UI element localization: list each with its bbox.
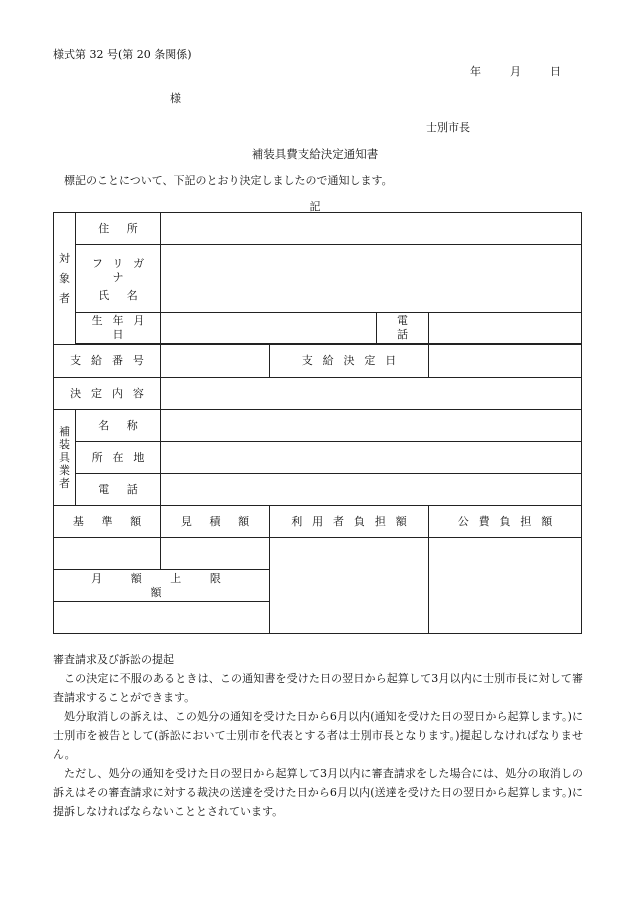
decision-content-label: 決定内容	[54, 378, 161, 410]
address-label: 住所	[76, 213, 161, 245]
date-row	[470, 65, 561, 79]
ki-mark: 記	[309, 200, 321, 213]
public-burden-label: 公費負担額	[429, 506, 582, 538]
sender: 士別市長	[426, 121, 470, 134]
notes-paragraph-2: 処分取消しの訴えは、この処分の通知を受けた日から6月以内(通知を受けた日の翌日から起算します。)に士別市を被告として(訴訟において士別市を代表とする者は士別市長となります。)提起しなければなりません。	[53, 710, 583, 761]
subject-phone-label: 電話	[377, 313, 429, 344]
furigana-name-label	[76, 245, 161, 313]
birthdate-value[interactable]	[161, 313, 377, 344]
vendor-location-label: 所在地	[76, 442, 161, 474]
vendor-name-value[interactable]	[161, 410, 582, 442]
monthly-cap-label: 月額上限額	[54, 570, 270, 602]
decision-table	[53, 212, 582, 634]
date-month: 月	[510, 65, 521, 78]
estimate-amount-label: 見積額	[161, 506, 270, 538]
base-amount-value[interactable]	[54, 538, 161, 570]
document-title: 補装具費支給決定通知書	[251, 147, 379, 161]
monthly-cap-value[interactable]	[54, 602, 270, 634]
address-value[interactable]	[161, 213, 582, 245]
addressee-suffix: 様	[170, 92, 181, 105]
decision-content-value[interactable]	[161, 378, 582, 410]
user-burden-value[interactable]	[270, 538, 429, 634]
birthdate-label: 生年月日	[76, 313, 161, 344]
public-burden-value[interactable]	[429, 538, 582, 634]
subject-phone-value[interactable]	[429, 313, 582, 344]
vendor-name-label: 名称	[76, 410, 161, 442]
vendor-group-label: 補 装 具 業 者	[54, 410, 76, 506]
intro-text: 標記のことについて、下記のとおり決定しましたので通知します。	[64, 174, 393, 187]
furigana-label: フリガナ	[91, 257, 155, 284]
name-label: 氏名	[98, 289, 156, 302]
date-day: 日	[550, 65, 561, 78]
date-year: 年	[470, 65, 481, 78]
vendor-phone-label: 電話	[76, 474, 161, 506]
payment-number-label: 支給番号	[54, 345, 161, 378]
notes-heading: 審査請求及び訴訟の提起	[53, 653, 174, 666]
decision-date-value[interactable]	[429, 345, 582, 378]
estimate-amount-value[interactable]	[161, 538, 270, 570]
name-value[interactable]	[161, 245, 582, 313]
form-number: 様式第 32 号(第 20 条関係)	[53, 48, 192, 61]
base-amount-label: 基準額	[54, 506, 161, 538]
vendor-phone-value[interactable]	[161, 474, 582, 506]
appeal-notes	[53, 650, 583, 821]
subject-group-label: 対 象 者	[54, 213, 76, 345]
user-burden-label: 利用者負担額	[270, 506, 429, 538]
vendor-location-value[interactable]	[161, 442, 582, 474]
notes-paragraph-1: この決定に不服のあるときは、この通知書を受けた日の翌日から起算して3月以内に士別市長に対して審査請求することができます。	[53, 672, 583, 704]
payment-number-value[interactable]	[161, 345, 270, 378]
notes-paragraph-3: ただし、処分の通知を受けた日の翌日から起算して3月以内に審査請求をした場合には、処分の取消しの訴えはその審査請求に対する裁決の送達を受けた日から6月以内(送達を受けた日の翌日から起算します。)に提訴しなければならないこととされています。	[53, 767, 583, 818]
decision-date-label: 支給決定日	[270, 345, 429, 378]
